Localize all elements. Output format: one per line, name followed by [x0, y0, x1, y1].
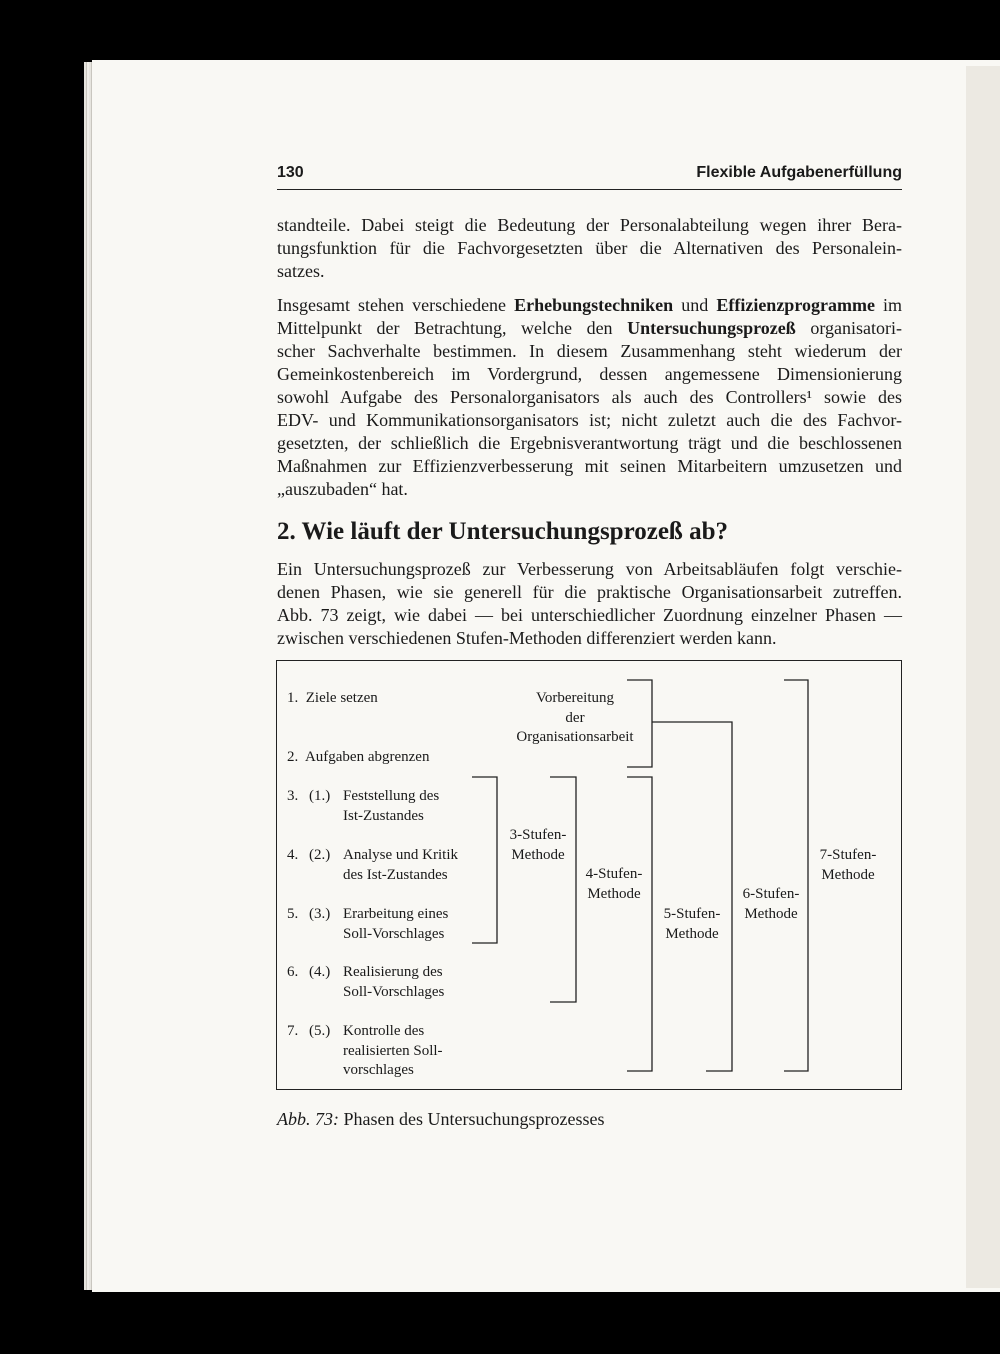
figure-caption: [277, 1109, 604, 1130]
text-line: Maßnahmen zur Effizienzverbesserung mit seinen Mitarbeitern umzusetzen und: [277, 456, 902, 476]
text-line: gesetzten, der schließlich die Ergebnisverantwortung trägt und die beschlossenen: [277, 433, 902, 453]
bracket-4-stufen: [550, 777, 576, 1002]
text-line: Mittelpunkt der Betrachtung, welche den Untersuchungsprozeß organisatori-: [277, 318, 903, 338]
bracket-5-stufen: [627, 777, 652, 1071]
section-heading: 2. Wie läuft der Untersuchungsprozeß ab?: [277, 518, 728, 545]
step-5: 5. (3.) Erarbeitung eines Soll-Vorschlages: [287, 906, 449, 942]
method-6-label: 6-Stufen- Methode: [742, 886, 800, 922]
bracket-6-stufen: [652, 722, 732, 1071]
text-line: EDV- und Kommunikationsorganisators ist; nicht zuletzt auch die des Fachvor-: [277, 410, 902, 430]
prep-label: Vorbereitung der Organisationsarbeit: [516, 690, 634, 745]
text-line: Ein Untersuchungsprozeß zur Verbesserung von Arbeitsabläufen folgt verschie-: [277, 559, 902, 579]
text-line: satzes.: [277, 261, 325, 281]
running-title: Flexible Aufgabenerfüllung: [696, 164, 902, 181]
text-line: standteile. Dabei steigt die Bedeutung der Personalabteilung wegen ihrer Bera-: [277, 215, 902, 235]
method-5-label: 5-Stufen- Methode: [663, 906, 721, 942]
text-line: sowohl Aufgabe des Personalorganisators als auch des Controllers¹ sowie des: [277, 387, 902, 407]
text-line: tungsfunktion für die Fachvorgesetzten über die Alternativen des Personalein-: [277, 238, 902, 258]
bracket-prep: [627, 680, 652, 767]
step-7: 7. (5.) Kontrolle des realisierten Soll- vorschlages: [287, 1023, 443, 1078]
text-line: zwischen verschiedenen Stufen-Methoden differenziert werden kann.: [277, 628, 777, 648]
text-line: Gemeinkostenbereich im Vordergrund, dessen angemessene Dimensionierung: [277, 364, 902, 384]
caption-label: Abb. 73:: [277, 1109, 339, 1129]
step-3: 3. (1.) Feststellung des Ist-Zustandes: [287, 788, 440, 824]
method-7-label: 7-Stufen- Methode: [819, 847, 877, 883]
text-line: scher Sachverhalte bestimmen. In diesem Zusammenhang steht wiederum der: [277, 341, 902, 361]
text-line: Abb. 73 zeigt, wie dabei — bei unterschiedlicher Zuordnung einzelner Phasen —: [277, 605, 902, 625]
step-4: 4. (2.) Analyse und Kritik des Ist-Zustandes: [287, 847, 458, 883]
page-number: 130: [277, 164, 304, 181]
method-3-label: 3-Stufen- Methode: [509, 827, 567, 863]
bold-term: Untersuchungsprozeß: [627, 318, 796, 338]
bold-term: Erhebungstechniken: [514, 295, 674, 315]
text-line: Insgesamt stehen verschiedene Erhebungstechniken und Effizienzprogramme im: [277, 295, 903, 315]
method-4-label: 4-Stufen- Methode: [585, 866, 643, 902]
bracket-3-stufen: [472, 777, 497, 943]
step-1: 1. Ziele setzen: [287, 690, 378, 706]
bracket-7-stufen: [784, 680, 808, 1071]
caption-text: Phasen des Untersuchungsprozesses: [343, 1109, 605, 1129]
step-6: 6. (4.) Realisierung des Soll-Vorschlages: [287, 964, 445, 1000]
bold-term: Effizienzprogramme: [716, 295, 875, 315]
step-2: 2. Aufgaben abgrenzen: [287, 749, 430, 765]
text-line: „auszubaden“ hat.: [277, 479, 408, 499]
text-line: denen Phasen, wie sie generell für die praktische Organisationsarbeit zutreffen.: [277, 582, 902, 602]
